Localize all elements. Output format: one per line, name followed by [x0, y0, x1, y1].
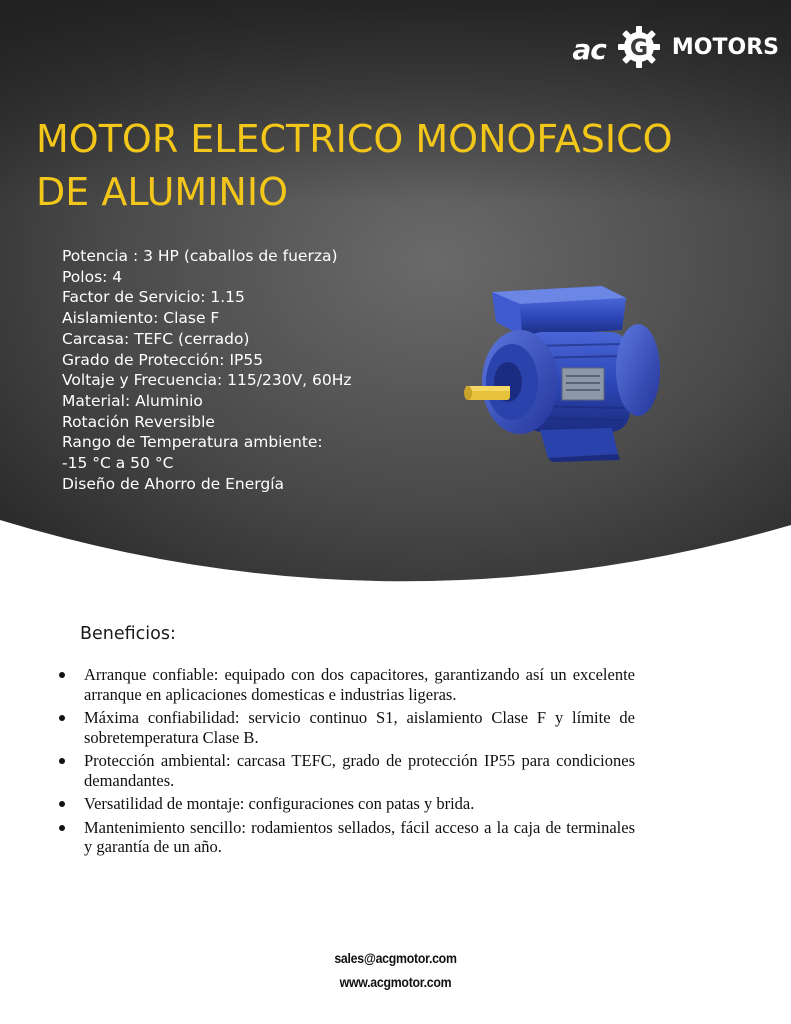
logo-motors-text: MOTORS	[671, 34, 779, 60]
benefit-item: Arranque confiable: equipado con dos capacitores, garantizando así un excelente arranque en aplicaciones domesticas e industrias ligeras.	[57, 665, 635, 704]
benefits-heading: Beneficios:	[80, 624, 176, 644]
spec-item: Potencia : 3 HP (caballos de fuerza)	[62, 247, 338, 265]
spec-item: Rango de Temperatura ambiente:	[62, 433, 323, 452]
spec-item: Rotación Reversible	[62, 412, 215, 431]
title-line-2: DE ALUMINIO	[36, 170, 288, 214]
contact-email[interactable]: sales@acgmotor.com	[334, 950, 457, 966]
contact-block	[0, 946, 791, 994]
spec-item: Carcasa: TEFC (cerrado)	[62, 329, 250, 348]
benefit-item: Máxima confiabilidad: servicio continuo S1, aislamiento Clase F y límite de sobretemperatura Clase B.	[57, 708, 635, 747]
spec-item: Aislamiento: Clase F	[62, 309, 220, 328]
benefits-list	[57, 665, 635, 861]
contact-website[interactable]: www.acgmotor.com	[339, 974, 452, 990]
gear-icon	[616, 24, 662, 70]
spec-item: Diseño de Ahorro de Energía	[62, 474, 285, 493]
benefit-item: Protección ambiental: carcasa TEFC, grado de protección IP55 para condiciones demandantes.	[57, 751, 635, 790]
specs-list	[62, 246, 352, 494]
logo-ac-text: ac	[572, 32, 606, 66]
brand-logo	[572, 22, 779, 72]
benefit-item: Mantenimiento sencillo: rodamientos sellados, fácil acceso a la caja de terminales y garantía de un año.	[57, 818, 635, 857]
benefit-item: Versatilidad de montaje: configuraciones con patas y brida.	[57, 794, 635, 814]
spec-item: Polos: 4	[62, 267, 123, 286]
title-line-1: MOTOR ELECTRICO MONOFASICO	[36, 117, 673, 161]
spec-item: Voltaje y Frecuencia: 115/230V, 60Hz	[62, 371, 352, 390]
page-title	[36, 113, 776, 219]
spec-item: Factor de Servicio: 1.15	[62, 288, 245, 307]
spec-item: Grado de Protección: IP55	[62, 350, 264, 369]
spec-item: Material: Aluminio	[62, 391, 203, 410]
electric-motor-image	[462, 282, 662, 462]
logo-g-letter: G	[629, 36, 648, 61]
spec-item: -15 °C a 50 °C	[62, 454, 174, 473]
